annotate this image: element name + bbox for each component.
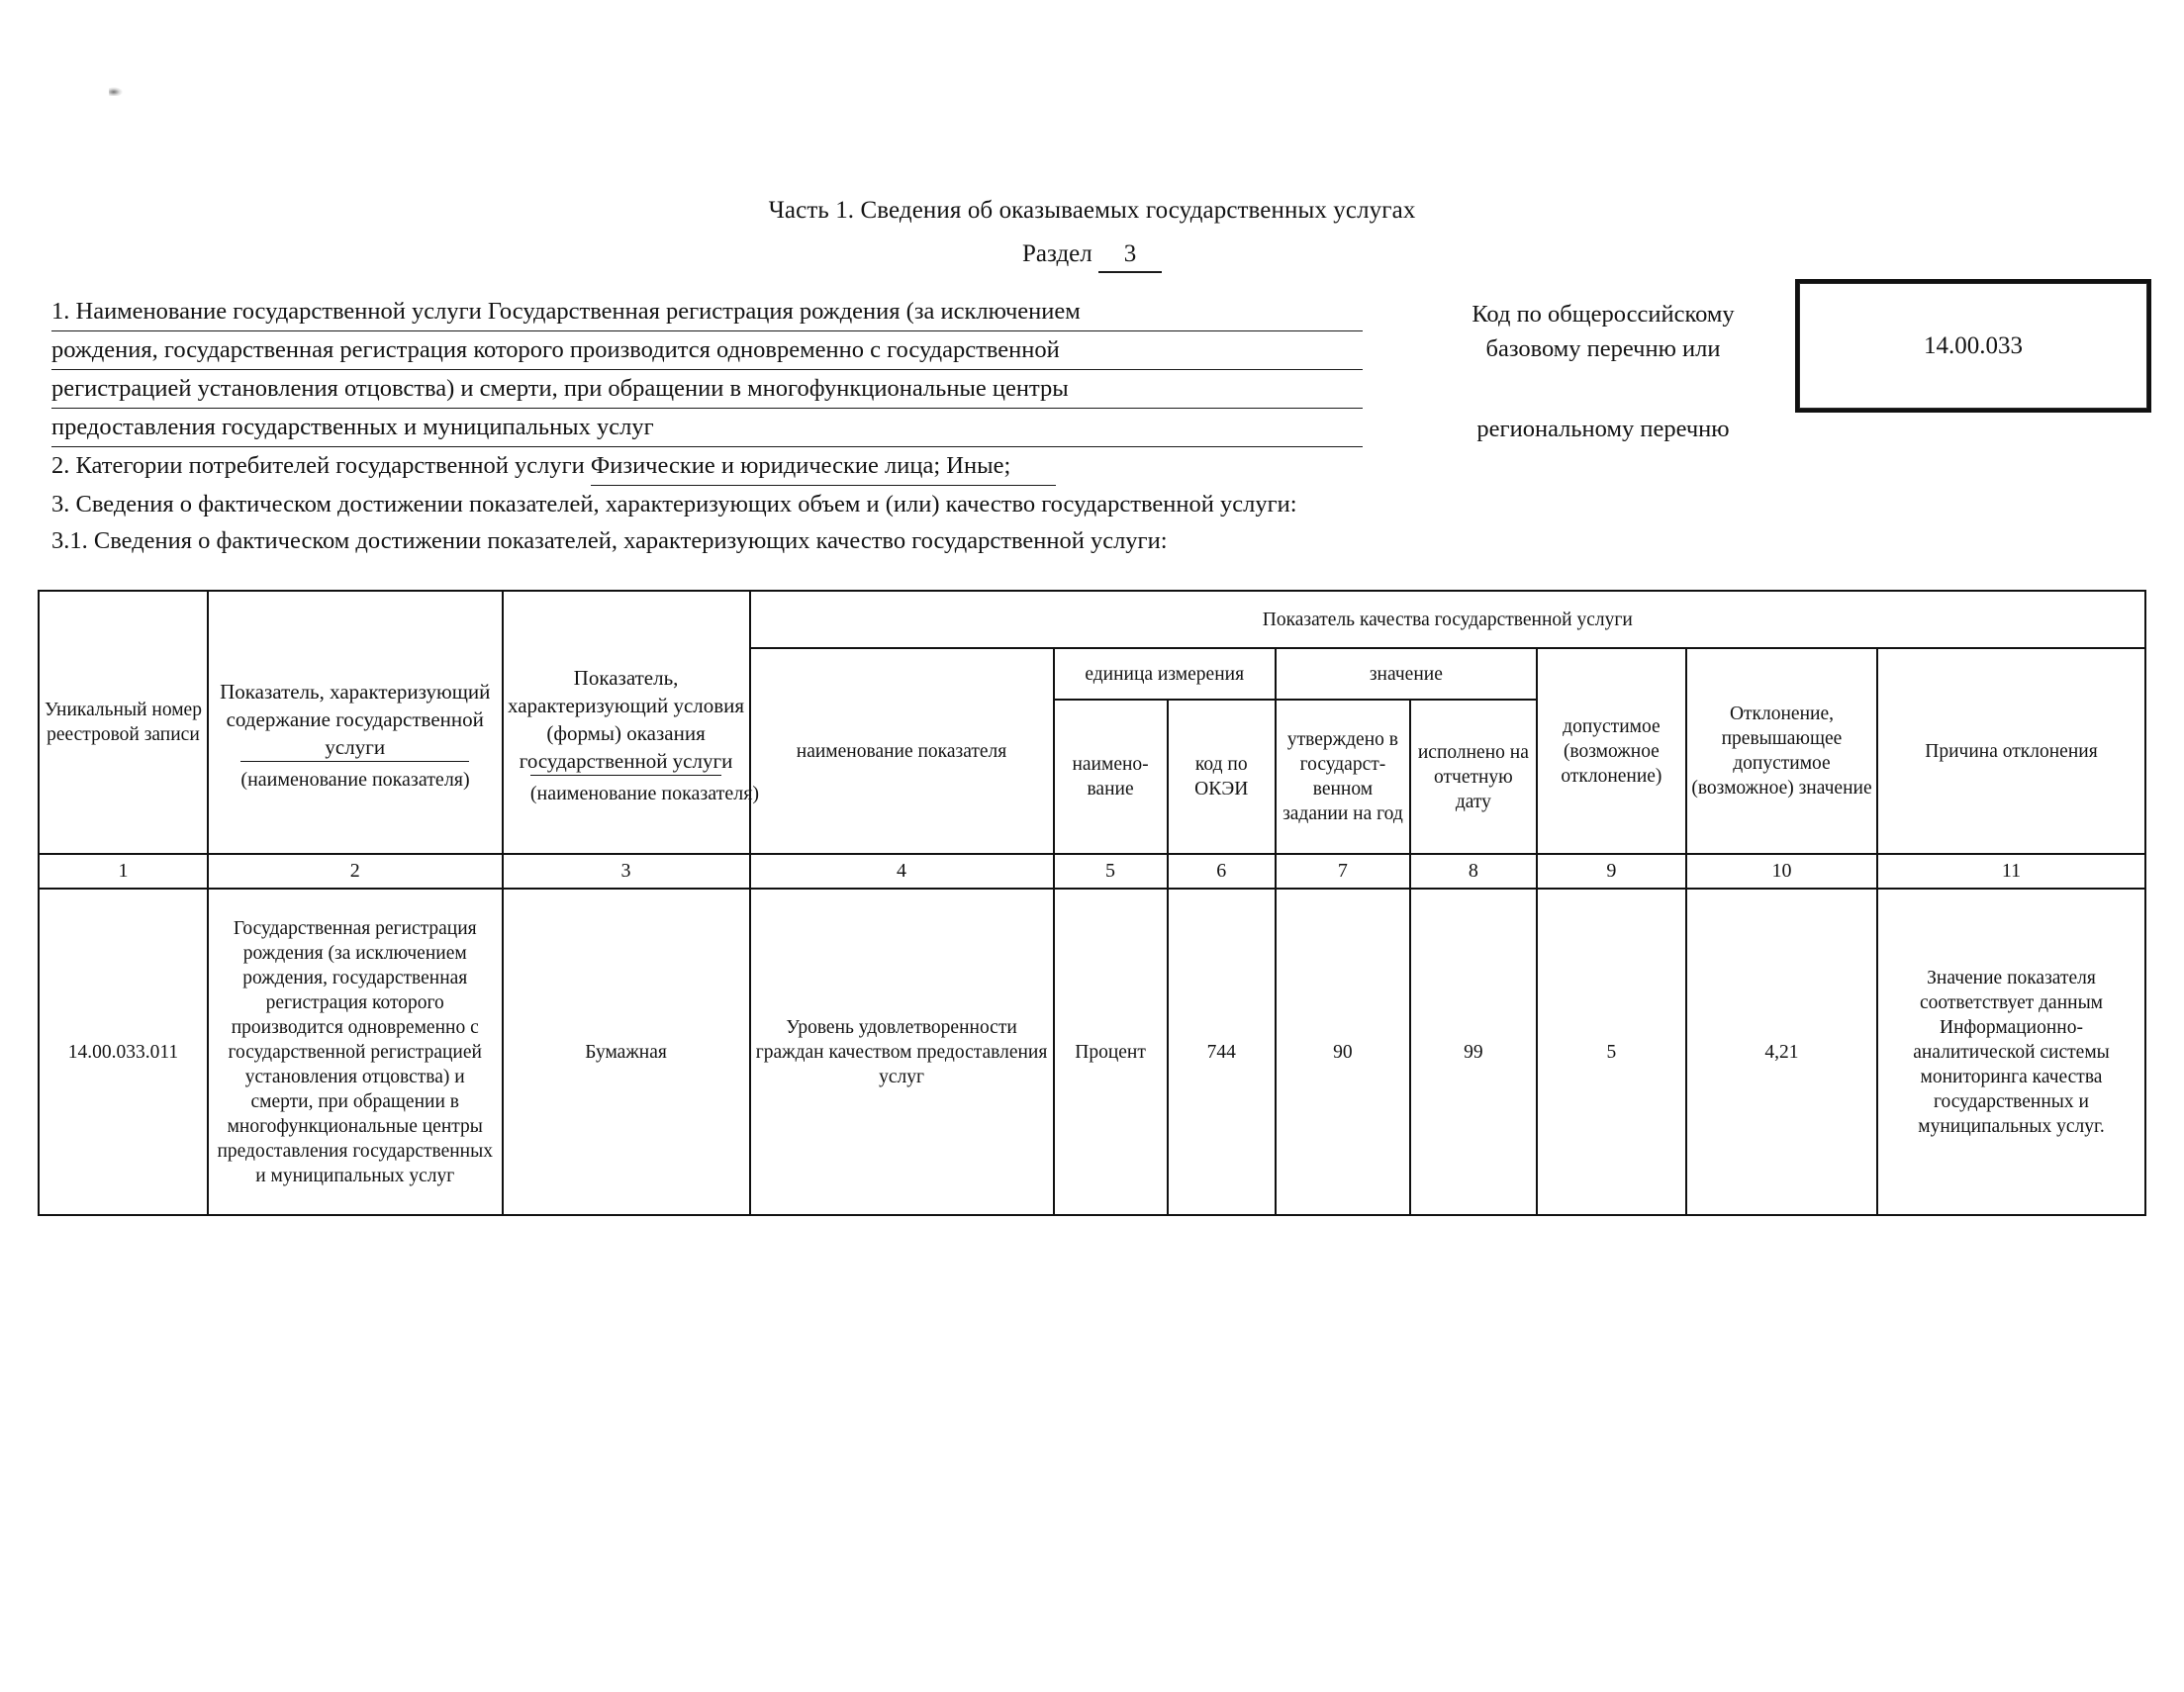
column-number-9: 9: [1537, 854, 1686, 889]
code-caption-top: [1415, 297, 1791, 366]
code-value-box: [1795, 279, 2151, 413]
column-number-2: 2: [208, 854, 503, 889]
column-number-10: 10: [1686, 854, 1877, 889]
header-content-indicator: [208, 591, 503, 854]
column-number-4: 4: [750, 854, 1054, 889]
item1-label: 1. Наименование государственной услуги: [51, 298, 482, 325]
header-content-indicator-main: Показатель, характеризующий содержание государственной услуги: [220, 680, 491, 759]
cell-unit-name: Процент: [1054, 889, 1168, 1215]
cell-allowed-deviation: 5: [1537, 889, 1686, 1215]
section-number: 3: [1098, 237, 1162, 273]
header-unit-okei: код по ОКЭИ: [1168, 700, 1276, 854]
table-row: [39, 889, 2145, 1215]
title-block: [0, 194, 2184, 273]
column-number-6: 6: [1168, 854, 1276, 889]
header-quality-group: Показатель качества государственной услуги: [750, 591, 2145, 648]
header-executed-to-date: исполнено на отчетную дату: [1410, 700, 1537, 854]
part-title: Часть 1. Сведения об оказываемых государственных услугах: [768, 197, 1416, 224]
table-header-row-1: [39, 591, 2145, 648]
header-allowed-deviation: допустимое (возможное отклонение): [1537, 648, 1686, 854]
item31-line: 3.1. Сведения о фактическом достижении показателей, характеризующих качество государственной услуги:: [51, 527, 1168, 554]
column-number-7: 7: [1276, 854, 1410, 889]
code-caption-line-2: базовому перечню или: [1485, 335, 1721, 362]
quality-indicators-table: [38, 590, 2146, 1216]
column-number-5: 5: [1054, 854, 1168, 889]
item2-line: [51, 447, 1397, 486]
cell-registry-number: 14.00.033.011: [39, 889, 208, 1215]
column-number-11: 11: [1877, 854, 2145, 889]
section-line: [0, 237, 2184, 273]
cell-unit-okei: 744: [1168, 889, 1276, 1215]
header-deviation-reason: Причина отклонения: [1877, 648, 2145, 854]
header-form-indicator-main: Показатель, характеризующий условия (формы) оказания государственной услуги: [508, 666, 745, 773]
section-label: Раздел: [1022, 240, 1092, 267]
code-value: 14.00.033: [1924, 331, 2023, 359]
cell-deviation-exceeding: 4,21: [1686, 889, 1877, 1215]
service-name-line-2: рождения, государственная регистрация которого производится одновременно с государственной: [51, 331, 1363, 370]
service-name-part-1: Государственная регистрация рождения (за исключением: [487, 298, 1081, 325]
cell-approved-year: 90: [1276, 889, 1410, 1215]
item3-line: 3. Сведения о фактическом достижении показателей, характеризующих объем и (или) качество государственной услуги:: [51, 491, 1297, 517]
header-deviation-exceeding: Отклонение, превышающее допустимое (возможное) значение: [1686, 648, 1877, 854]
header-indicator-name: наименование показателя: [750, 648, 1054, 854]
cell-content-indicator: Государственная регистрация рождения (за исключением рождения, государственная регистрация которого производится одновременно с государственной регистрацией установления отцовства) и смерти, при обращении в многофункциональные центры предоставления государственных и муниципальных услуг: [208, 889, 503, 1215]
cell-executed-to-date: 99: [1410, 889, 1537, 1215]
column-number-3: 3: [503, 854, 750, 889]
cell-deviation-reason: Значение показателя соответствует данным Информационно-аналитической системы мониторинга качества государственных и муниципальных услуг.: [1877, 889, 2145, 1215]
header-value-group: значение: [1276, 648, 1537, 700]
service-name-line-3: регистрацией установления отцовства) и смерти, при обращении в многофункциональные центры: [51, 370, 1363, 409]
header-form-indicator: [503, 591, 760, 854]
header-content-indicator-note: (наименование показателя): [240, 761, 469, 800]
service-name-line-1: [51, 293, 1363, 331]
item2-label: 2. Категории потребителей государственной услуги: [51, 452, 585, 479]
code-caption-line-1: Код по общероссийскому: [1472, 301, 1735, 328]
cell-indicator-name: Уровень удовлетворенности граждан качеством предоставления услуг: [750, 889, 1054, 1215]
item2-value: Физические и юридические лица; Иные;: [591, 447, 1056, 486]
intro-block: [51, 293, 1397, 559]
column-number-8: 8: [1410, 854, 1537, 889]
column-number-1: 1: [39, 854, 208, 889]
header-registry-number: Уникальный номер реестровой записи: [39, 591, 208, 854]
column-number-row: [39, 854, 2145, 889]
cell-form-indicator: Бумажная: [503, 889, 750, 1215]
header-approved-year: утверждено в государст-венном задании на год: [1276, 700, 1410, 854]
code-caption-line-3: региональному перечню: [1476, 416, 1730, 442]
header-unit-name: наимено-вание: [1054, 700, 1168, 854]
header-unit-group: единица измерения: [1054, 648, 1276, 700]
header-form-indicator-note: (наименование показателя): [530, 775, 721, 814]
service-name-line-4: предоставления государственных и муниципальных услуг: [51, 409, 1363, 447]
scan-artifact: [109, 87, 123, 96]
